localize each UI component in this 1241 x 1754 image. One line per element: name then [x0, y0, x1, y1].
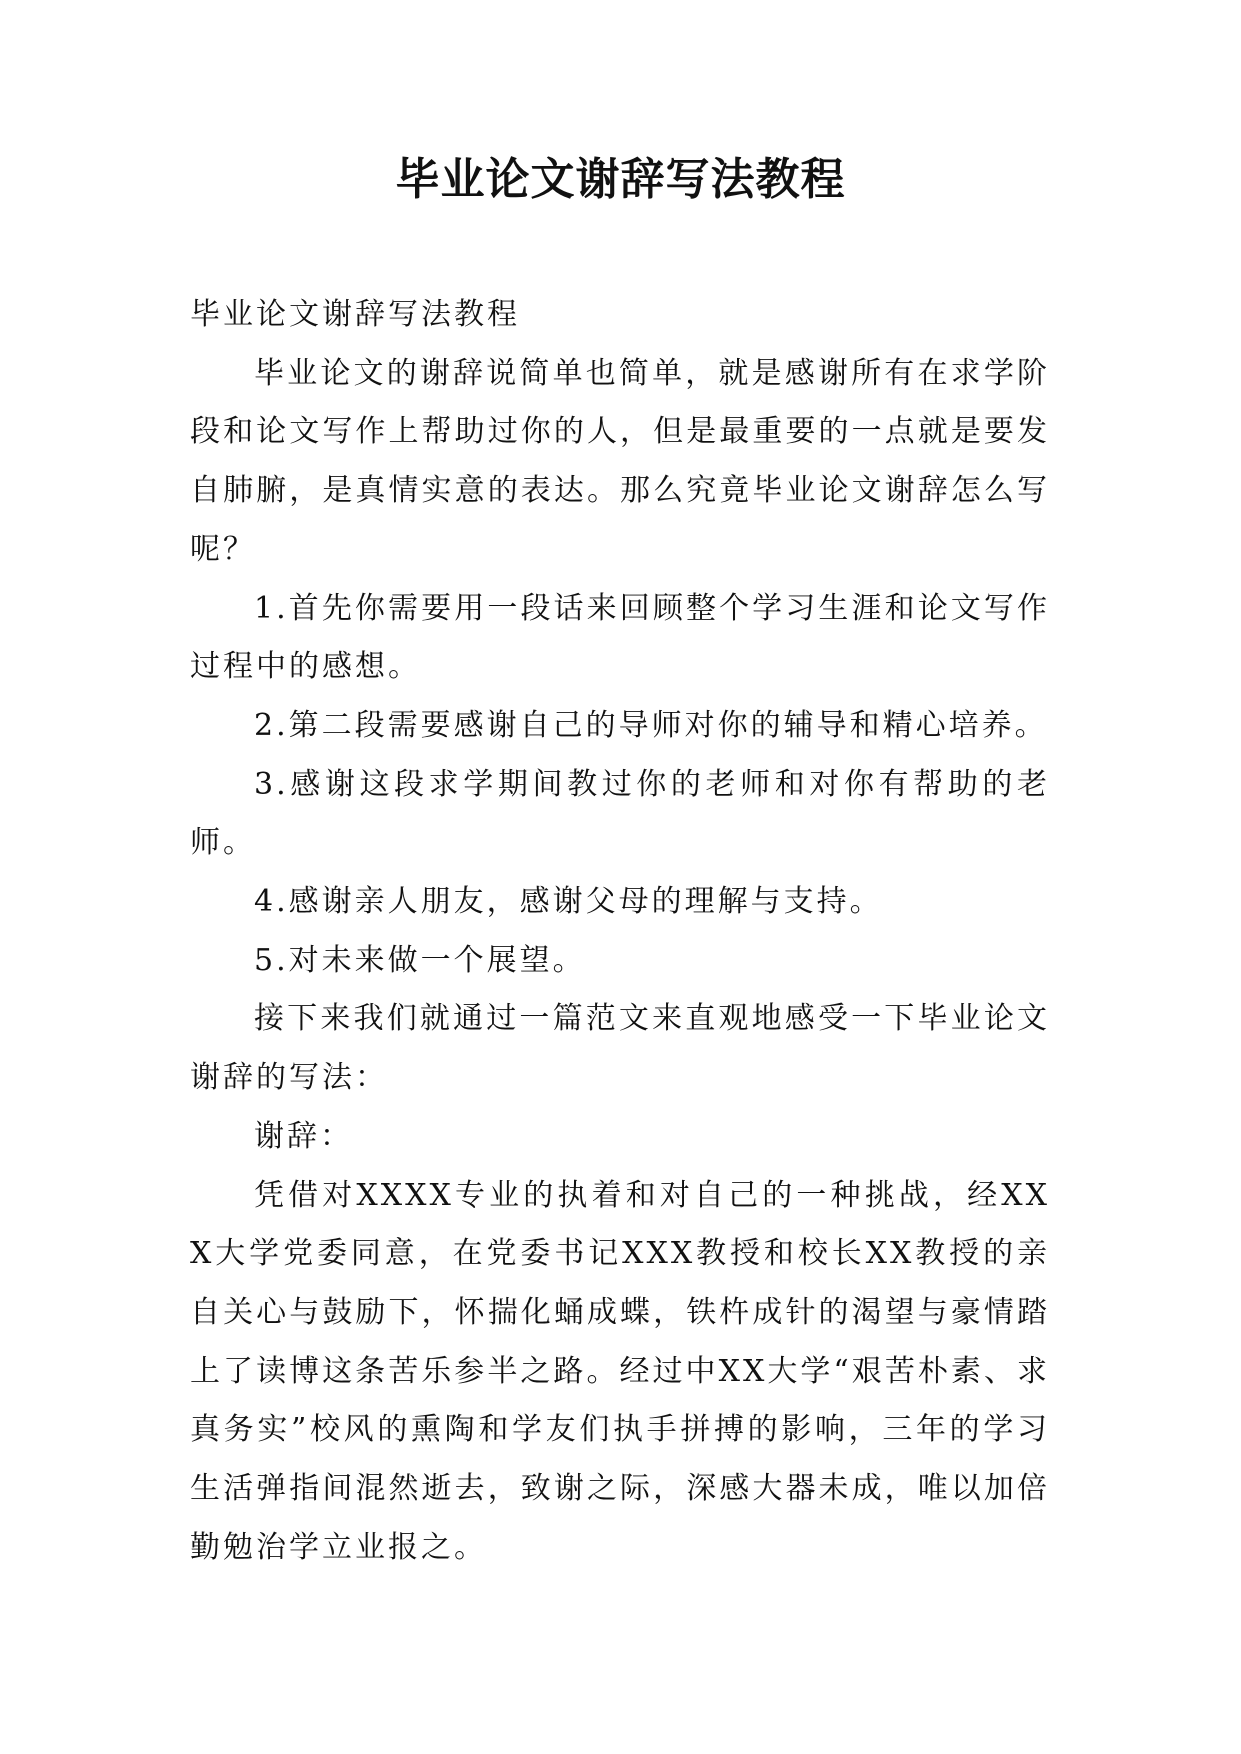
transition-paragraph: 接下来我们就通过一篇范文来直观地感受一下毕业论文谢辞的写法：: [190, 1001, 1050, 1096]
sample-paragraph: 凭借对XXXX专业的执着和对自己的一种挑战，经XXX大学党委同意，在党委书记XXX教授和校长XX教授的亲自关心与鼓励下，怀揣化蛹成蝶，铁杵成针的渴望与豪情踏上了读博这条苦乐参半之路。经过中XX大学“艰苦朴素、求真务实”校风的熏陶和学友们执手拼搏的影响，三年的学习生活弹指间混然逝去，致谢之际，深感大器未成，唯以加倍勤勉治学立业报之。: [190, 1177, 1050, 1565]
step-4-paragraph: 4.感谢亲人朋友，感谢父母的理解与支持。: [254, 884, 883, 920]
step-5-paragraph: 5.对未来做一个展望。: [254, 942, 586, 978]
step-3-paragraph: 3.感谢这段求学期间教过你的老师和对你有帮助的老师。: [190, 766, 1050, 861]
intro-paragraph: 毕业论文的谢辞说简单也简单，就是感谢所有在求学阶段和论文写作上帮助过你的人，但是最重要的一点就是要发自肺腑，是真情实意的表达。那么究竟毕业论文谢辞怎么写呢？: [190, 355, 1050, 567]
subtitle-paragraph: 毕业论文谢辞写法教程: [190, 297, 520, 332]
sample-heading: 谢辞：: [254, 1118, 353, 1154]
step-2-paragraph: 2.第二段需要感谢自己的导师对你的辅导和精心培养。: [254, 707, 1048, 743]
step-1-paragraph: 1.首先你需要用一段话来回顾整个学习生涯和论文写作过程中的感想。: [190, 590, 1050, 685]
document-title: 毕业论文谢辞写法教程: [395, 154, 846, 205]
document-body: [190, 286, 1050, 1577]
